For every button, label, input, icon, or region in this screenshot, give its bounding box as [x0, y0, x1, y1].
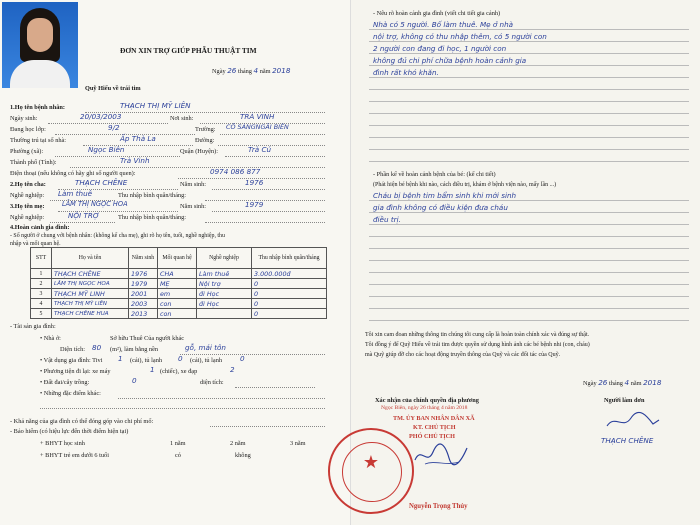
street-label: Đường: — [195, 137, 215, 144]
family-situation-label: - Nêu rõ hoàn cảnh gia đình (viết chi tiết gia cảnh) — [373, 10, 501, 17]
recipient: Quỹ Hiểu về trái tim — [85, 85, 141, 92]
stamp-line-1: TM. ỦY BAN NHÂN DÂN XÃ — [393, 415, 475, 422]
tv-count: 1 — [118, 354, 123, 363]
bhyt-3-year: 3 năm — [290, 440, 306, 447]
commitment-3: mà Quỹ giúp đỡ cho các hoạt động truyền thông của Quỹ và các đối tác của Quỹ. — [365, 352, 561, 358]
washer-count: 0 — [240, 354, 245, 363]
grade-label: Đang học lớp: — [10, 126, 46, 133]
patient-photo — [2, 2, 78, 88]
bhyt-student-label: + BHYT học sinh — [40, 440, 85, 447]
address: Ấp Thà La — [120, 134, 156, 143]
assets-label: - Tài sản gia đình: — [10, 323, 56, 330]
household-items-label: • Vật dụng gia đình: Tivi — [40, 357, 103, 364]
other-label: • Những đặc điểm khác: — [40, 390, 101, 397]
applicant-label: Người làm đơn — [604, 397, 645, 404]
land-area-label: diện tích: — [200, 379, 224, 386]
father-name: THẠCH CHÊNE — [75, 178, 128, 187]
dob: 20/03/2003 — [80, 112, 122, 121]
situation-line: nội trợ, không có thu nhập thêm, có 5 người con — [373, 32, 547, 41]
disease-line: gia đình không có điều kiện đưa cháu — [373, 203, 508, 212]
father-income-label: Thu nhập bình quân/tháng: — [118, 192, 187, 199]
section-1-label: 1.Họ tên bệnh nhân: — [10, 104, 65, 111]
col-year: Năm sinh — [129, 248, 158, 269]
washer-label: (cái), tủ lạnh — [190, 357, 222, 364]
bhyt-child-no: không — [235, 452, 251, 459]
district-label: Quận (Huyện): — [180, 148, 218, 155]
table-row: 5 THẠCH CHÊNE HUA 2013 con 0 — [31, 309, 327, 319]
bhyt-child-yes: có — [175, 452, 181, 459]
section-4-label: 4.Hoàn cảnh gia đình: — [10, 224, 70, 231]
disease-line: điều trị. — [373, 215, 401, 224]
insurance-label: - Bảo hiểm (có hiệu lực đến thời điểm hiện tại) — [10, 428, 129, 435]
mother-year: 1979 — [245, 200, 264, 209]
house-label: • Nhà ở: — [40, 335, 61, 342]
col-relation: Mối quan hệ — [158, 248, 197, 269]
stamp-line-3: PHÓ CHỦ TỊCH — [409, 433, 455, 440]
city: Trà Vinh — [120, 156, 150, 165]
col-income: Thu nhập bình quân/tháng — [252, 248, 327, 269]
col-name: Họ và tên — [52, 248, 129, 269]
ward: Ngọc Biên — [88, 145, 125, 154]
table-row: 4 THẠCH THỊ MỸ LIÊN 2003 con đi Học 0 — [31, 299, 327, 309]
patient-name: THẠCH THỊ MỸ LIÊN — [120, 101, 191, 110]
mother-job: NỘI TRỢ — [68, 211, 100, 220]
bhyt-2-year: 2 năm — [230, 440, 246, 447]
phone-label: Điện thoại (nếu không có hãy ghi số người quen): — [10, 170, 136, 177]
applicant-signature — [603, 410, 663, 434]
situation-line: đình rất khó khăn. — [373, 68, 439, 77]
mother-income-label: Thu nhập bình quân/tháng: — [118, 214, 187, 221]
sign-date: Ngày 26 tháng 4 năm 2018 — [583, 378, 662, 387]
pob-label: Nơi sinh: — [170, 115, 194, 122]
area-material: gỗ, mái tôn — [185, 343, 226, 352]
addr-label: Thường trú tại số nhà: — [10, 137, 67, 144]
contribution-label: - Khả năng của gia đình có thể đóng góp vào chi phí mổ: — [10, 418, 154, 425]
transport-label: • Phương tiện đi lại: xe máy — [40, 368, 111, 375]
grade: 9/2 — [108, 123, 120, 132]
mother-job-label: Nghề nghiệp: — [10, 214, 45, 221]
mother-name: LÂM THỊ NGỌC HOA — [62, 200, 128, 208]
form-title: ĐƠN XIN TRỢ GIÚP PHẪU THUẬT TIM — [120, 46, 257, 55]
section-4-note2: nhập và mối quan hệ. — [10, 241, 61, 247]
section-4-note: - Số người ở chung với bệnh nhân: (không kể cha mẹ), ghi rõ họ tên, tuổi, nghề nghiệp, thu — [10, 233, 225, 239]
area-text: (m²), làm bằng nền — [110, 346, 159, 353]
fridge-label: (cái), tủ lạnh — [130, 357, 162, 364]
bhyt-1-year: 1 năm — [170, 440, 186, 447]
situation-line: không đủ chi phí chữa bệnh hoàn cảnh gia — [373, 56, 527, 65]
school: CÔ SÀNGNGÃI BIÊN — [226, 123, 289, 131]
table-row: 2 LÂM THỊ NGỌC HOA 1979 MẸ Nội trợ 0 — [31, 279, 327, 289]
col-job: Nghề nghiệp — [197, 248, 252, 269]
situation-line: Nhà có 5 người. Bố làm thuê. Mẹ ở nhà — [373, 20, 514, 29]
city-label: Thành phố (Tỉnh): — [10, 159, 57, 166]
school-label: Trường: — [195, 126, 216, 133]
official-stamp: ★ — [328, 428, 414, 514]
land-value: 0 — [132, 376, 137, 385]
bhyt-child-label: + BHYT trẻ em dưới 6 tuổi — [40, 452, 109, 459]
local-authority-label: Xác nhận của chính quyền địa phương — [375, 397, 479, 404]
table-row: 3 THẠCH MỸ LINH 2001 em đi Học 0 — [31, 289, 327, 299]
official-name: Nguyễn Trọng Thủy — [409, 503, 468, 510]
commitment-1: Tôi xin cam đoan những thông tin chúng tôi cung cấp là hoàn toàn chính xác và đúng sự thật. — [365, 332, 590, 338]
bike-label: (chiếc), xe đạp — [160, 368, 198, 375]
section-3-label: 3.Họ tên mẹ: — [10, 203, 45, 210]
table-row: 1 THẠCH CHÊNE 1976 CHA Làm thuê 3.000.000đ — [31, 269, 327, 279]
area-label: Diện tích: — [60, 346, 86, 353]
district: Trà Cú — [248, 145, 272, 154]
moto-count: 1 — [150, 365, 155, 374]
situation-line: 2 người con đang đi học, 1 người con — [373, 44, 507, 53]
commitment-2: Tôi đồng ý để Quỹ Hiểu về trái tim được quyền sử dụng hình ảnh các bé bệnh nhi (con, cháu) — [365, 342, 590, 348]
pob: TRÀ VINH — [240, 112, 275, 121]
form-date: Ngày 26 tháng 4 năm 2018 — [212, 66, 291, 75]
land-label: • Đất đai/cây trồng: — [40, 379, 90, 386]
family-table — [30, 247, 327, 319]
father-job: Làm thuê — [58, 189, 93, 198]
father-job-label: Nghề nghiệp: — [10, 192, 45, 199]
col-stt: STT — [31, 248, 52, 269]
fridge-count: 0 — [178, 354, 183, 363]
ward-label: Phường (xã): — [10, 148, 44, 155]
father-year: 1976 — [245, 178, 264, 187]
table-header-row — [31, 248, 327, 269]
bike-count: 2 — [230, 365, 235, 374]
area-value: 80 — [92, 343, 102, 352]
disease-line: Cháu bị bệnh tim bẩm sinh khi mới sinh — [373, 191, 517, 200]
official-signature — [411, 440, 471, 470]
disease-label: - Phần kể về hoàn cảnh bệnh của bé: (kể chi tiết) — [373, 171, 496, 178]
mother-year-label: Năm sinh: — [180, 203, 207, 210]
house-options: Sở hữu Thuê Của người khác — [110, 335, 185, 342]
stamp-date-line: Ngọc Biên, ngày 26 tháng 4 năm 2018 — [381, 405, 468, 411]
father-year-label: Năm sinh: — [180, 181, 207, 188]
applicant-name: THẠCH CHÊNE — [601, 436, 654, 445]
phone: 0974 086 877 — [210, 167, 261, 176]
dob-label: Ngày sinh: — [10, 115, 38, 122]
section-2-label: 2.Họ tên cha: — [10, 181, 46, 188]
disease-sublabel: (Phát hiện bé bệnh khi nào, cách điều trị, khám ở bệnh viện nào, mấy lần ...) — [373, 182, 557, 188]
stamp-line-2: KT. CHỦ TỊCH — [413, 424, 456, 431]
